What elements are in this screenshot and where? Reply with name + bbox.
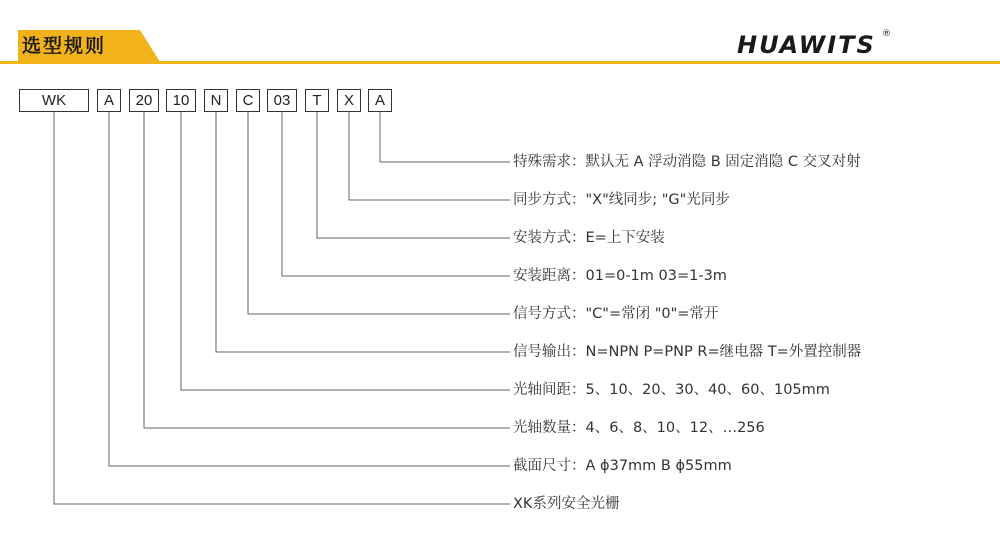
- rule-signal-mode: 信号方式："C"=常闭 "0"=常开: [513, 306, 719, 322]
- leader-line-axis-spacing: [181, 112, 510, 390]
- rule-special-requirement: 特殊需求：默认无 A 浮动消隐 B 固定消隐 C 交叉对射: [513, 154, 861, 170]
- code-box-signal-mode: C: [236, 89, 260, 112]
- code-box-special: A: [368, 89, 392, 112]
- leader-line-section: [109, 112, 510, 466]
- rule-axis-spacing: 光轴间距：5、10、20、30、40、60、105mm: [513, 382, 830, 398]
- code-box-axis-spacing: 10: [166, 89, 196, 112]
- rule-mounting-distance: 安装距离：01=0-1m 03=1-3m: [513, 268, 727, 284]
- code-box-axis-count: 20: [129, 89, 159, 112]
- code-box-distance: 03: [267, 89, 297, 112]
- rule-series: XK系列安全光栅: [513, 496, 620, 512]
- rule-signal-output: 信号输出：N=NPN P=PNP R=继电器 T=外置控制器: [513, 344, 862, 360]
- leader-line-signal-output: [216, 112, 510, 352]
- leader-line-axis-count: [144, 112, 510, 428]
- leader-line-signal-mode: [248, 112, 510, 314]
- leader-line-distance: [282, 112, 510, 276]
- code-box-section: A: [97, 89, 121, 112]
- rule-section-size: 截面尺寸：A ɸ37mm B ɸ55mm: [513, 458, 732, 474]
- code-box-mounting: T: [305, 89, 329, 112]
- registered-mark: ®: [882, 29, 891, 39]
- code-box-sync: X: [337, 89, 361, 112]
- code-box-signal-output: N: [204, 89, 228, 112]
- leader-line-special: [380, 112, 510, 162]
- code-box-series: WK: [19, 89, 89, 112]
- rule-sync-mode: 同步方式："X"线同步; "G"光同步: [513, 192, 730, 208]
- rule-mounting-mode: 安装方式：E=上下安装: [513, 230, 665, 246]
- brand-logo: HUAWITS: [737, 31, 876, 59]
- leader-line-mounting: [317, 112, 510, 238]
- rule-axis-count: 光轴数量：4、6、8、10、12、…256: [513, 420, 765, 436]
- leader-line-sync: [349, 112, 510, 200]
- page-title: 选型规则: [22, 35, 107, 57]
